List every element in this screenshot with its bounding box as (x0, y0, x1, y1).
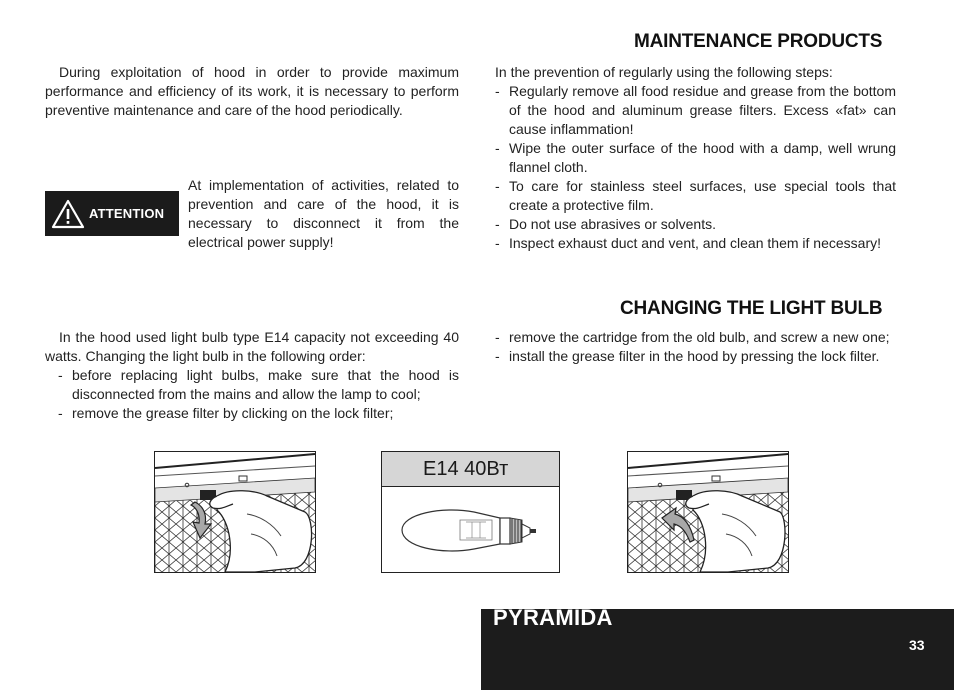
arrow-up-icon (660, 504, 696, 544)
warning-triangle-icon (51, 198, 85, 230)
list-item: - To care for stainless steel surfaces, use special tools that create a protective film. (495, 177, 896, 215)
bulb-type-label: E14 40Вт (382, 452, 559, 487)
list-item: - install the grease filter in the hood by pressing the lock filter. (495, 347, 896, 366)
bulb-steps-right (495, 328, 896, 366)
hood-filter-illustration (628, 452, 788, 572)
maintenance-steps-list (495, 82, 896, 253)
steps-intro: In the prevention of regularly using the following steps: (495, 64, 833, 80)
figure-bulb-type (381, 451, 560, 573)
list-item: - Wipe the outer surface of the hood with a damp, well wrung flannel cloth. (495, 139, 896, 177)
bulb-steps-left (58, 366, 459, 423)
attention-badge (45, 191, 179, 236)
list-item: - remove the cartridge from the old bulb, and screw a new one; (495, 328, 896, 347)
list-item: - before replacing light bulbs, make sure that the hood is disconnected from the mains and allow the lamp to cool; (58, 366, 459, 404)
brand-logo: PYRAMIDA (493, 605, 613, 630)
figure-remove-filter (154, 451, 316, 573)
list-item: - Do not use abrasives or solvents. (495, 215, 896, 234)
page-number: 33 (909, 637, 925, 653)
bulb-intro: In the hood used light bulb type E14 capacity not exceeding 40 watts. Changing the light bulb in the following order: (45, 329, 459, 364)
arrow-down-icon (187, 500, 217, 540)
attention-text: At implementation of activities, related to prevention and care of the hood, it is necessary to disconnect it from the electrical power supply! (188, 177, 459, 250)
list-item: - remove the grease filter by clicking on the lock filter; (58, 404, 459, 423)
list-item: - Regularly remove all food residue and grease from the bottom of the hood and aluminum grease filters. Excess «fat» can cause inflammation! (495, 82, 896, 139)
list-item: - Inspect exhaust duct and vent, and clean them if necessary! (495, 234, 896, 253)
light-bulb-heading: CHANGING THE LIGHT BULB (620, 298, 883, 319)
light-bulb-icon (382, 452, 559, 572)
figure-install-filter (627, 451, 789, 573)
maintenance-heading: MAINTENANCE PRODUCTS (634, 31, 883, 52)
maintenance-intro: During exploitation of hood in order to provide maximum performance and efficiency of its work, it is necessary to perform preventive maintenance and care of the hood periodically. (45, 64, 459, 118)
hood-filter-illustration (155, 452, 315, 572)
attention-label: ATTENTION (89, 206, 165, 221)
